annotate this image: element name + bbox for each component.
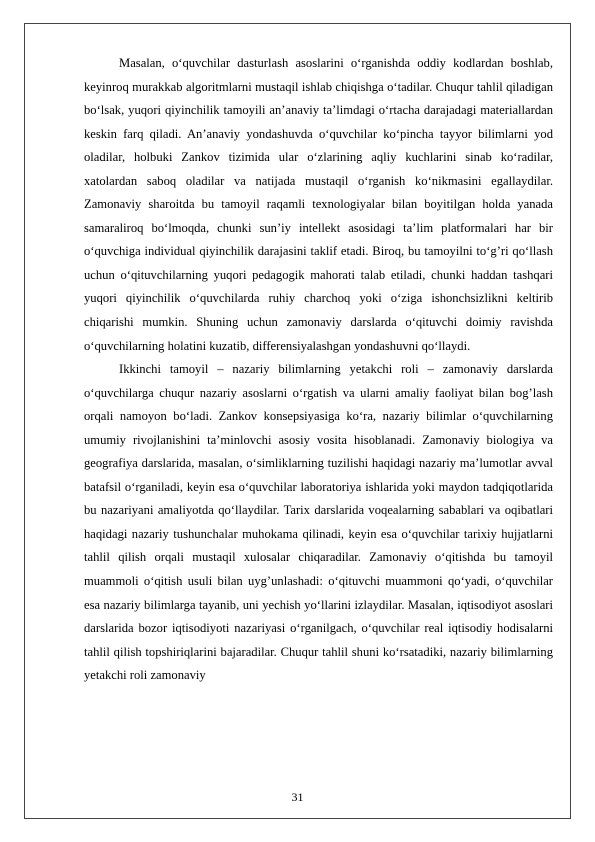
page-number: 31 <box>291 790 304 804</box>
paragraph-1: Masalan, o‘quvchilar dasturlash asoslarini o‘rganishda oddiy kodlardan boshlab, keyinroq murakkab algoritmlarni mustaqil ishlab chiqishga o‘tadilar. Chuqur tahlil qiladigan bo‘lsak, yuqori qiyinchilik tamoyili an’anaviy ta’limdagi o‘rtacha darajadagi materiallardan keskin farq qiladi. An’anaviy yondashuvda o‘quvchilar ko‘pincha tayyor bilimlarni yod oladilar, holbuki Zankov tizimida ular o‘zlarining aqliy kuchlarini sinab ko‘radilar, xatolardan saboq oladilar va natijada mustaqil o‘rganish ko‘nikmasini egallaydilar. Zamonaviy sharoitda bu tamoyil raqamli texnologiyalar bilan boyitilgan holda yanada samaraliroq bo‘lmoqda, chunki sun’iy intellekt asosidagi ta’lim platformalari har bir o‘quvchiga individual qiyinchilik darajasini taklif etadi. Biroq, bu tamoyilni to‘g’ri qo‘llash uchun o‘qituvchilarning yuqori pedagogik mahorati talab etiladi, chunki haddan tashqari yuqori qiyinchilik o‘quvchilarda ruhiy charchoq yoki o‘ziga ishonchsizlikni keltirib chiqarishi mumkin. Shuning uchun zamonaviy darslarda o‘qituvchi doimiy ravishda o‘quvchilarning holatini kuzatib, differensiyalashgan yondashuvni qo‘llaydi. <box>84 56 553 353</box>
document-body <box>84 52 553 688</box>
paragraph-2: Ikkinchi tamoyil – nazariy bilimlarning yetakchi roli – zamonaviy darslarda o‘quvchilarga chuqur nazariy asoslarni o‘rgatish va ularni amaliy faoliyat bilan bog’lash orqali namoyon bo‘ladi. Zankov konsepsiyasiga ko‘ra, nazariy bilimlar o‘quvchilarning umumiy rivojlanishini ta’minlovchi asosiy vosita hisoblanadi. Zamonaviy biologiya va geografiya darslarida, masalan, o‘simliklarning tuzilishi haqidagi nazariy ma’lumotlar avval batafsil o‘rganiladi, keyin esa o‘quvchilar laboratoriya ishlarida yoki maydon tadqiqotlarida bu nazariyani amaliyotda qo‘llaydilar. Tarix darslarida voqealarning sabablari va oqibatlari haqidagi nazariy tushunchalar muhokama qilinadi, keyin esa o‘quvchilar tarixiy hujjatlarni tahlil qilish orqali mustaqil xulosalar chiqaradilar. Zamonaviy o‘qitishda bu tamoyil muammoli o‘qitish usuli bilan uyg’unlashadi: o‘qituvchi muammoni qo‘yadi, o‘quvchilar esa nazariy bilimlarga tayanib, uni yechish yo‘llarini izlaydilar. Masalan, iqtisodiyot asoslari darslarida bozor iqtisodiyoti nazariyasi o‘rganilgach, o‘quvchilar real iqtisodiy hodisalarni tahlil qilish topshiriqlarini bajaradilar. Chuqur tahlil shuni ko‘rsatadiki, nazariy bilimlarning yetakchi roli zamonaviy <box>84 362 553 683</box>
